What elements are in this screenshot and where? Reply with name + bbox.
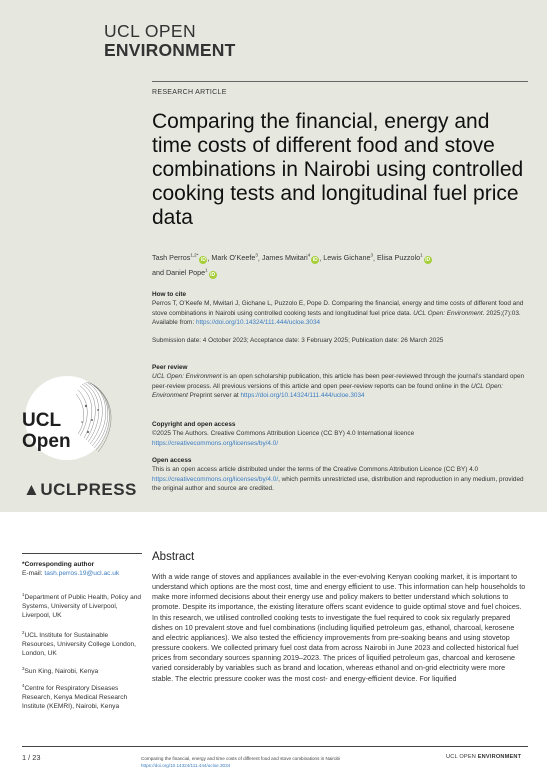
orcid-icon[interactable]: iD bbox=[210, 271, 216, 278]
author-1[interactable]: Tash Perros$^{1,2*}$iD bbox=[152, 253, 206, 264]
footer-rule bbox=[22, 746, 528, 747]
preprint-link[interactable]: https://doi.org/10.14324/111.444/ucloe.3034 bbox=[240, 391, 365, 399]
journal-name-line2: ENVIRONMENT bbox=[104, 40, 236, 60]
author-list: Tash Perros$^{1,2*}$iD , Mark O’Keefe$^3$, James Mwitari$^4$iD , Lewis Gichane$^3$, Elisa Puzzolo$^1$iD and Daniel Pope$^1$iD bbox=[152, 253, 431, 278]
citation-doi-link[interactable]: https://doi.org/10.14324/111.444/ucloe.3034 bbox=[195, 318, 321, 326]
author-4: Lewis Gichane$^3$ bbox=[323, 253, 373, 263]
affiliation-3: $^3$Sun King, Nairobi, Kenya bbox=[22, 666, 99, 676]
how-to-cite-section bbox=[152, 290, 528, 327]
abstract-heading: Abstract bbox=[152, 551, 195, 563]
citation-text: Perros T, O’Keefe M, Mwitari J, Gichane L, Puzzolo E, Pope D. Comparing the financial, energy and time costs of different food and stove combinations in Nairobi using controlled cooking tests and longitudinal fuel price data. UCL Open: Environment. 2025;(7):03. Available from: https://doi.org/10.14324/111.444/ucloe.3034 bbox=[152, 300, 524, 326]
article-type: RESEARCH ARTICLE bbox=[152, 89, 227, 96]
copyright-heading: Copyright and open access bbox=[152, 421, 236, 428]
orcid-icon[interactable]: iD bbox=[312, 257, 318, 264]
copyright-text: ©2025 The Authors. Creative Commons Attribution Licence (CC BY) 4.0 International licence bbox=[152, 430, 415, 438]
press-mark-icon: ▲ bbox=[23, 480, 41, 499]
author-3[interactable]: James Mwitari$^4$iD bbox=[261, 253, 318, 264]
peer-review-heading: Peer review bbox=[152, 364, 188, 371]
orcid-icon[interactable]: iD bbox=[425, 257, 431, 264]
open-access-text: This is an open access article distributed under the terms of the Creative Commons Attribution Licence (CC BY) 4.0 https://creativecommons.org/licenses/by/4.0/, which permits unrestricted use, distribution and reproduction in any medium, provided the original author and source are credited. bbox=[152, 466, 524, 492]
author-6[interactable]: and Daniel Pope$^1$iD bbox=[152, 267, 216, 278]
how-to-cite-heading: How to cite bbox=[152, 291, 187, 298]
abstract-text: With a wide range of stoves and appliances available in the ever-evolving Kenyan cooking market, it is important to understand which options are the most cost, time and energy efficient to use. This information can help households to make more informed decisions about their energy use and policy makers to better understand which solutions to promote. Despite its importance, the existing literature offers scant evidence to guide optimal stove and fuel choices. In this research, we utilised controlled cooking tests to investigate the fuel required to cook six regularly prepared dishes on 10 prevalent stove and fuel combinations (including liquified petroleum gas, ethanol, charcoal, kerosene and electric appliances). We also tested the efficiency improvements from pre-soaking beans and using stovetop pressure cookers. We collected primary fuel cost data from across Nairobi in June 2023 and collected historical fuel prices from secondary sources spanning 2019–2023. The prices of liquified petroleum gas, charcoal and kerosene varied considerably by variables such as brand and location, whereas ethanol and on-grid electricity were more stable. The electric pressure cooker was the most cost- and energy-efficient device. For liquified bbox=[152, 572, 526, 683]
ucl-open-wordmark: UCL Open bbox=[22, 410, 71, 452]
footer-journal: UCL OPEN ENVIRONMENT bbox=[446, 754, 522, 760]
footer-citation bbox=[141, 754, 431, 769]
open-access-heading: Open access bbox=[152, 457, 192, 464]
page-number: 1 / 23 bbox=[22, 753, 41, 762]
footer-doi-link[interactable]: https://doi.org/10.14324/111.444/ucloe.3034 bbox=[141, 763, 231, 768]
peer-review-section bbox=[152, 363, 528, 400]
corresponding-author: *Corresponding author E-mail: tash.perros.19@ucl.ac.uk bbox=[22, 561, 120, 577]
author-5[interactable]: Elisa Puzzolo$^1$iD bbox=[376, 253, 431, 264]
sidebar-rule bbox=[22, 553, 142, 554]
open-access-section bbox=[152, 456, 528, 493]
header-rule bbox=[152, 81, 528, 82]
affiliation-4: $^4$Centre for Respiratory Diseases Research, Kenya Medical Research Institute (KEMRI), Nairobi, Kenya bbox=[22, 683, 128, 711]
copyright-section bbox=[152, 420, 528, 448]
dates: Submission date: 4 October 2023; Acceptance date: 3 February 2025; Publication date: 26 March 2025 bbox=[152, 337, 444, 344]
footer-title: Comparing the financial, energy and time costs of different food and stove combinations in Nairobi bbox=[141, 756, 341, 761]
open-access-licence-link[interactable]: https://creativecommons.org/licenses/by/4.0/ bbox=[152, 475, 279, 483]
author-email-link[interactable]: tash.perros.19@ucl.ac.uk bbox=[44, 570, 120, 577]
journal-logo bbox=[104, 22, 236, 60]
affiliation-1: $^1$Department of Public Health, Policy and Systems, University of Liverpool, Liverpool, UK bbox=[22, 592, 142, 620]
ucl-press-logo: ▲UCLPRESS bbox=[23, 480, 137, 499]
affiliation-2: $^2$UCL Institute for Sustainable Resources, University College London, London, UK bbox=[22, 630, 136, 658]
peer-review-text: UCL Open: Environment is an open scholarship publication, this article has been peer-reviewed through the journal’s standard open peer-review process. All previous versions of this article and open peer-review reports can be found online in the UCL Open: Environment Preprint server at https://doi.org/10.14324/111.444/ucloe.3034 bbox=[152, 373, 525, 399]
orcid-icon[interactable]: iD bbox=[200, 257, 206, 264]
article-title: Comparing the financial, energy and time costs of different food and stove combinations in Nairobi using controlled cooking tests and longitudinal fuel price data bbox=[152, 110, 524, 229]
author-2: Mark O’Keefe$^3$ bbox=[211, 253, 258, 263]
licence-link[interactable]: https://creativecommons.org/licenses/by/4.0/ bbox=[152, 439, 279, 447]
journal-name-line1: UCL OPEN bbox=[104, 21, 197, 41]
